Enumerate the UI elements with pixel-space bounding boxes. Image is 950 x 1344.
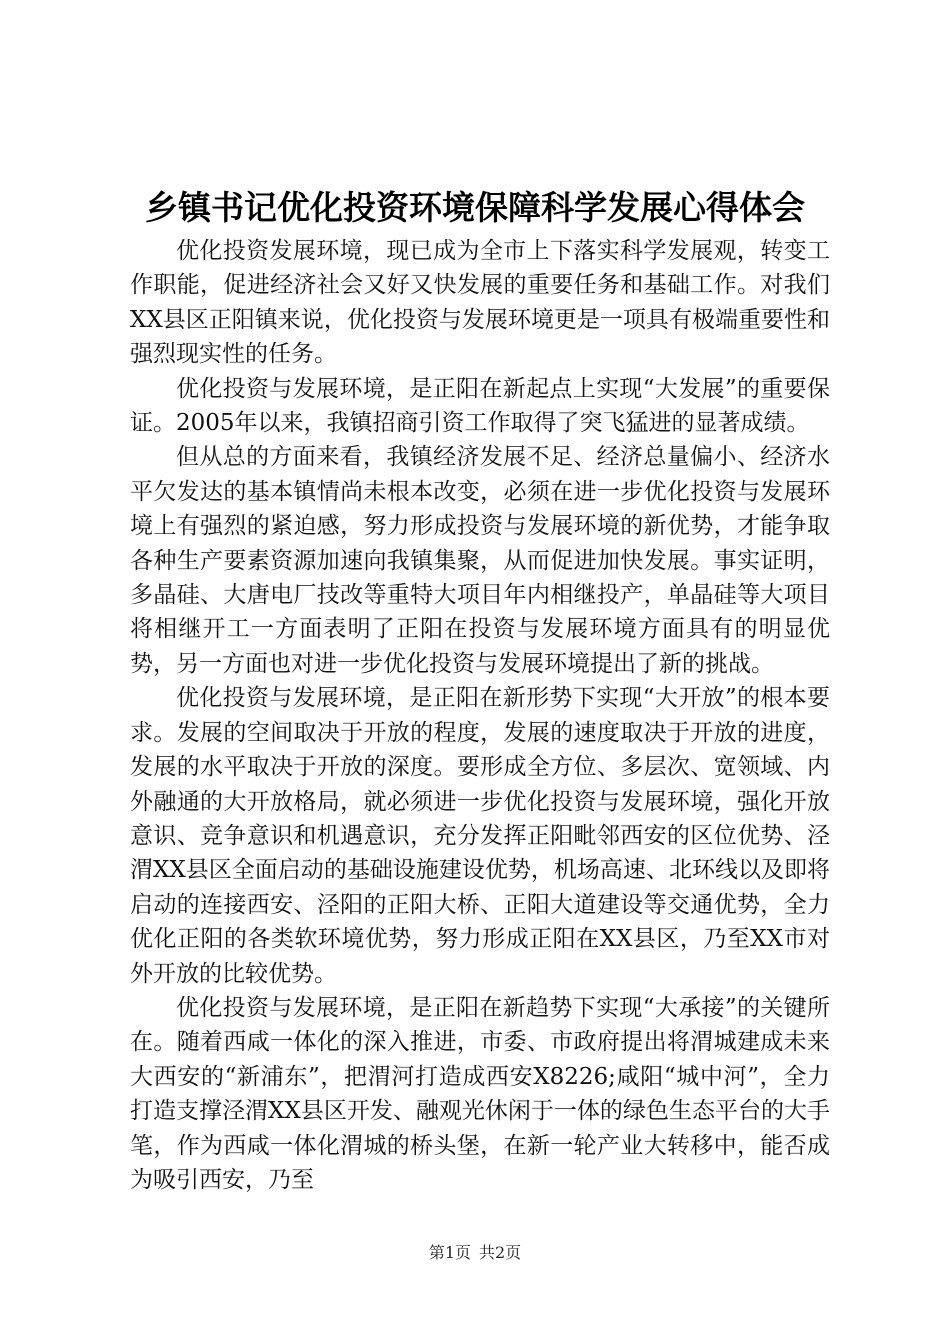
page-total: 共2页 — [479, 1243, 522, 1262]
document-title: 乡镇书记优化投资环境保障科学发展心得体会 — [145, 188, 805, 227]
document-body — [130, 234, 830, 1197]
page-number: 第1页 — [428, 1243, 471, 1262]
paragraph-4: 优化投资与发展环境，是正阳在新形势下实现“大开放”的根本要求。发展的空间取决于开放的程度，发展的速度取决于开放的进度，发展的水平取决于开放的深度。要形成全方位、多层次、宽领域、内外融通的大开放格局，就必须进一步优化投资与发展环境，强化开放意识、竞争意识和机遇意识，充分发挥正阳毗邻西安的区位优势、泾渭XX县区全面启动的基础设施建设优势，机场高速、北环线以及即将启动的连接西安、泾阳的正阳大桥、正阳大道建设等交通优势，全力优化正阳的各类软环境优势，努力形成正阳在XX县区，乃至XX市对外开放的比较优势。 — [130, 685, 830, 987]
paragraph-1: 优化投资发展环境，现已成为全市上下落实科学发展观，转变工作职能，促进经济社会又好又快发展的重要任务和基础工作。对我们XX县区正阳镇来说，优化投资与发展环境更是一项具有极端重要性和强烈现实性的任务。 — [130, 238, 830, 368]
page-footer — [0, 1242, 950, 1264]
paragraph-3: 但从总的方面来看，我镇经济发展不足、经济总量偏小、经济水平欠发达的基本镇情尚未根本改变，必须在进一步优化投资与发展环境上有强烈的紧迫感，努力形成投资与发展环境的新优势，才能争取各种生产要素资源加速向我镇集聚，从而促进加快发展。事实证明，多晶硅、大唐电厂技改等重特大项目年内相继投产，单晶硅等大项目将相继开工一方面表明了正阳在投资与发展环境方面具有的明显优势，另一方面也对进一步优化投资与发展环境提出了新的挑战。 — [130, 444, 830, 677]
paragraph-5: 优化投资与发展环境，是正阳在新趋势下实现“大承接”的关键所在。随着西咸一体化的深入推进，市委、市政府提出将渭城建成未来大西安的“新浦东”，把渭河打造成西安X8226;咸阳“城中河”，全力打造支撑泾渭XX县区开发、融观光休闲于一体的绿色生态平台的大手笔，作为西咸一体化渭城的桥头堡，在新一轮产业大转移中，能否成为吸引西安，乃至 — [130, 994, 830, 1193]
paragraph-2: 优化投资与发展环境，是正阳在新起点上实现“大发展”的重要保证。2005年以来，我镇招商引资工作取得了突飞猛进的显著成绩。 — [130, 375, 830, 437]
